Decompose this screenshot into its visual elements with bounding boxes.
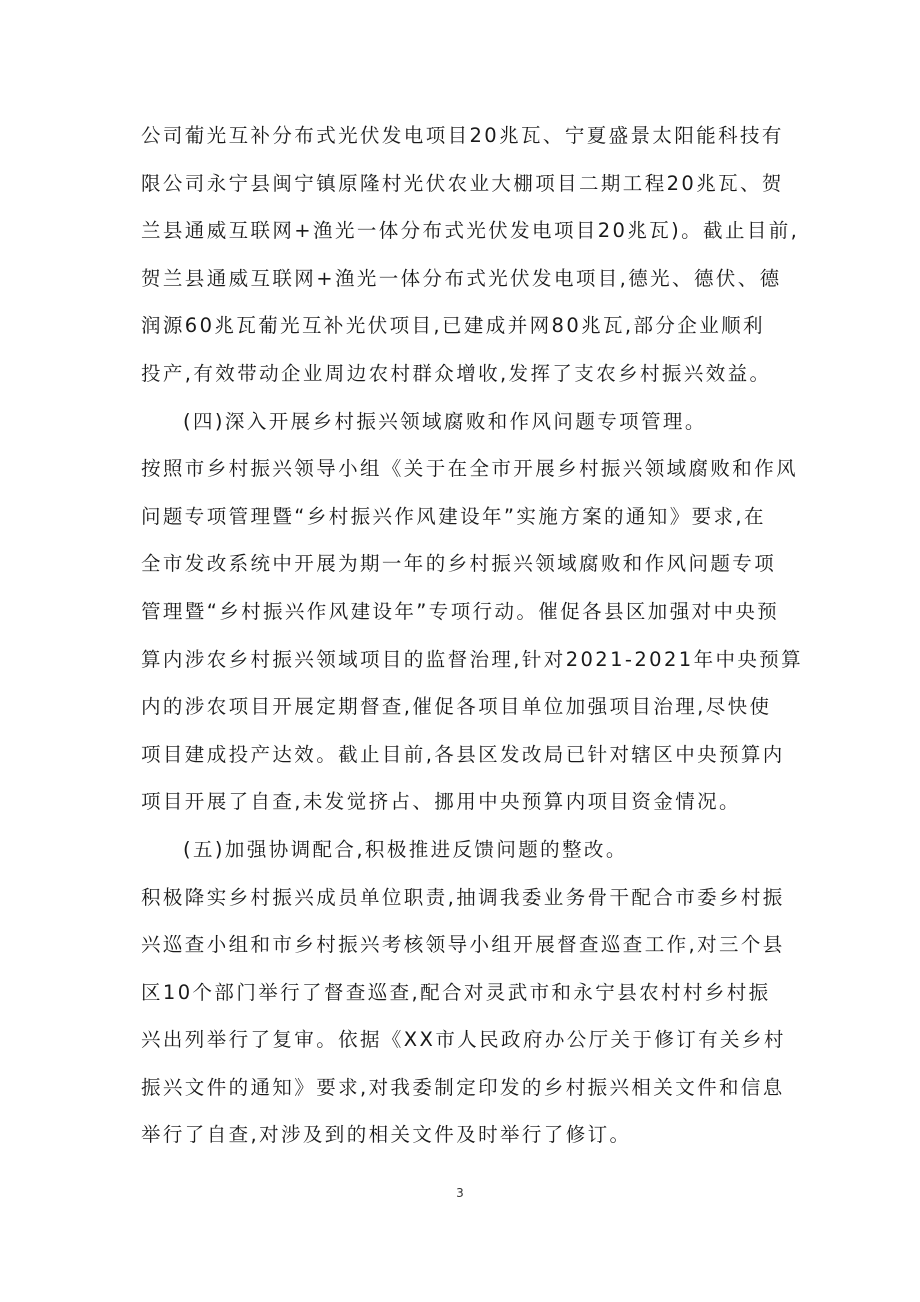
text-line: 管理暨“乡村振兴作风建设年”专项行动。催促各县区加强对中央预 (141, 599, 780, 623)
text-line: 公司葡光互补分布式光伏发电项目20兆瓦、宁夏盛景太阳能科技有 (141, 124, 784, 147)
text-line: 投产,有效带动企业周边农村群众增收,发挥了支农乡村振兴效益。 (141, 361, 772, 385)
text-line: 润源60兆瓦葡光互补光伏项目,已建成并网80兆瓦,部分企业顺利 (141, 314, 765, 338)
text-line: 兴出列举行了复审。依据《XX市人民政府办公厅关于修订有关乡村 (141, 1028, 786, 1052)
section-heading-5: (五)加强协调配合,积极推进反馈问题的整改。 (183, 837, 628, 861)
text-line: 区10个部门举行了督查巡查,配合对灵武市和永宁县农村村乡村振 (141, 980, 771, 1004)
text-line: 振兴文件的通知》要求,对我委制定印发的乡村振兴相关文件和信息 (141, 1075, 785, 1099)
text-line: 全市发改系统中开展为期一年的乡村振兴领域腐败和作风问题专项 (141, 552, 777, 576)
text-line: 内的涉农项目开展定期督查,催促各项目单位加强项目治理,尽快使 (141, 695, 772, 719)
text-line: 积极降实乡村振兴成员单位职责,抽调我委业务骨干配合市委乡村振 (141, 885, 785, 909)
text-line: 问题专项管理暨“乡村振兴作风建设年”实施方案的通知》要求,在 (141, 504, 766, 528)
section-heading-4: (四)深入开展乡村振兴领域腐败和作风问题专项管理。 (183, 409, 707, 433)
text-line: 算内涉农乡村振兴领域项目的监督治理,针对2021-2021年中央预算 (141, 647, 804, 671)
text-line: 按照市乡村振兴领导小组《关于在全市开展乡村振兴领域腐败和作风 (141, 457, 799, 481)
text-line: 兰县通威互联网+渔光一体分布式光伏发电项目20兆瓦)。截止目前, (141, 219, 800, 243)
text-line: 项目开展了自查,未发觉挤占、挪用中央预算内项目资金情况。 (141, 790, 741, 814)
text-line: 举行了自查,对涉及到的相关文件及时举行了修订。 (141, 1123, 632, 1147)
text-line: 贺兰县通威互联网+渔光一体分布式光伏发电项目,德光、德伏、德 (141, 266, 782, 290)
document-body (141, 112, 804, 1159)
text-line: 兴巡查小组和市乡村振兴考核领导小组开展督查巡查工作,对三个县 (141, 933, 785, 957)
text-line: 限公司永宁县闽宁镇原隆村光伏农业大棚项目二期工程20兆瓦、贺 (141, 171, 784, 195)
text-line: 项目建成投产达效。截止目前,各县区发改局已针对辖区中央预算内 (141, 742, 785, 766)
page-number: 3 (456, 1186, 464, 1200)
